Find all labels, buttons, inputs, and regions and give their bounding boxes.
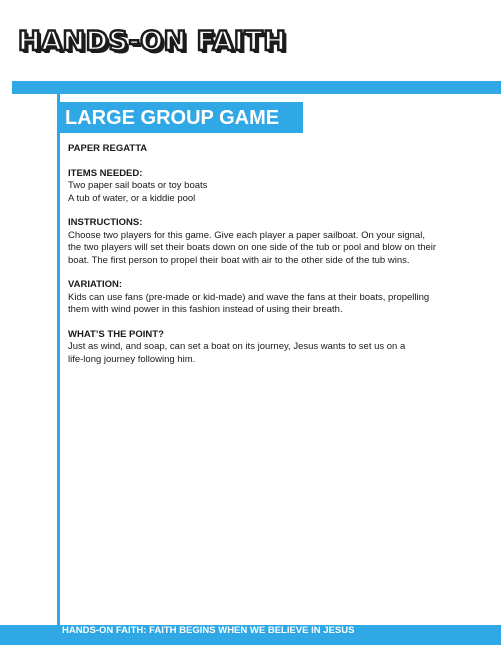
variation-line: them with wind power in this fashion instead of using their breath. [68,304,343,316]
instructions-line: boat. The first person to propel their boat with air to the other side of the tub wins. [68,254,410,266]
brand-logo: HANDS-ON FAITH [18,26,287,57]
item-line: Two paper sail boats or toy boats [68,180,208,192]
section-header-title: LARGE GROUP GAME [65,107,280,129]
items-heading: ITEMS NEEDED: [68,167,143,179]
game-content [68,143,468,366]
point-heading: WHAT’S THE POINT? [68,329,164,341]
section-header [57,102,303,133]
variation-line: Kids can use fans (pre-made or kid-made) and wave the fans at their boats, propelling [68,291,430,303]
game-title: PAPER REGATTA [68,143,148,154]
footer-bar [0,625,501,645]
item-line: A tub of water, or a kiddie pool [68,192,196,204]
point-line: Just as wind, and soap, can set a boat on its journey, Jesus wants to set us on a [68,341,406,353]
instructions-line: Choose two players for this game. Give each player a paper sailboat. On your signal, [68,229,425,241]
left-accent-rule [57,94,60,625]
point-line: life-long journey following him. [68,353,196,365]
instructions-heading: INSTRUCTIONS: [68,217,143,229]
instructions-line: the two players will set their boats down on one side of the tub or pool and blow on their [68,242,437,254]
variation-heading: VARIATION: [68,279,123,291]
top-accent-bar [12,81,501,94]
footer-text: HANDS-ON FAITH: FAITH BEGINS WHEN WE BELIEVE IN JESUS [62,625,355,636]
